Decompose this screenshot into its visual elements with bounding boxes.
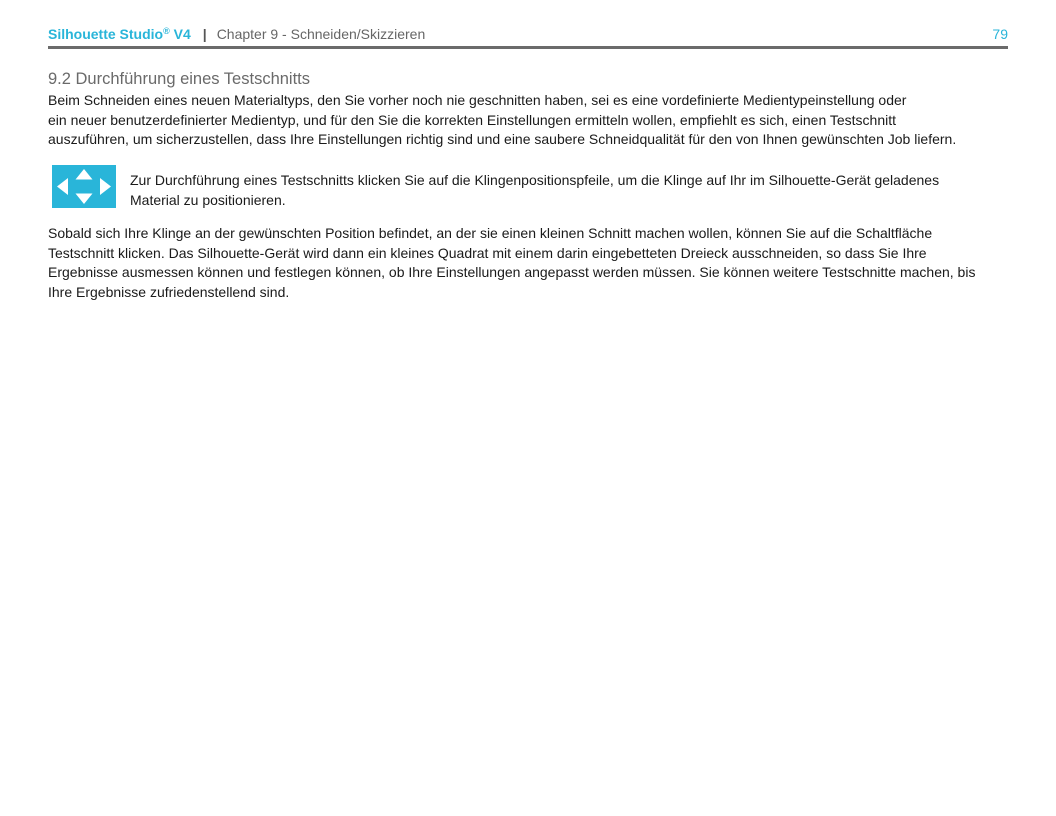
header-brand [48,26,191,42]
page-number: 79 [992,26,1008,42]
header-separator: | [202,26,207,42]
arrows-glyph [52,165,116,208]
intro-paragraph [48,91,1008,150]
outro-line: Testschnitt klicken. Das Silhouette-Gerät wird dann ein kleines Quadrat mit einem darin eingebetteten Dreieck ausschneiden, so dass Sie Ihre [48,244,927,261]
blade-position-arrows-icon[interactable] [52,165,116,208]
outro-line: Ihre Ergebnisse zufriedenstellend sind. [48,283,290,300]
outro-line: Sobald sich Ihre Klinge an der gewünschten Position befindet, an der sie einen kleinen Schnitt machen wollen, können Sie auf die Schaltfläche [48,225,933,241]
tip-line: Material zu positionieren. [130,192,286,208]
intro-line: Beim Schneiden eines neuen Materialtyps, den Sie vorher noch nie geschnitten haben, sei es eine vordefinierte Medientypeinstellung oder [48,92,907,108]
outro-line: Ergebnisse ausmessen können und festlegen können, ob Ihre Einstellungen angepasst werden müssen. Sie können weitere Testschnitte machen, bis [48,264,976,280]
header-brand-version: V4 [169,26,191,42]
page-header [48,24,1008,44]
intro-line: ein neuer benutzerdefinierter Medientyp, und für den Sie die korrekten Einstellungen ermitteln wollen, empfiehlt es sich, einen Testschnitt [48,111,897,128]
header-rule [48,46,1008,49]
header-brand-mark: ® [163,26,170,36]
section-title: 9.2 Durchführung eines Testschnitts [48,70,311,88]
tip-text [130,170,1000,210]
tip-line: Zur Durchführung eines Testschnitts klicken Sie auf die Klingenpositionspfeile, um die Klinge auf Ihr im Silhouette-Gerät geladenes [130,172,940,188]
header-brand-name: Silhouette Studio [48,26,164,42]
intro-line: auszuführen, um sicherzustellen, dass Ihre Einstellungen richtig sind und eine saubere Schneidqualität für den von Ihnen gewünschten Job liefern. [48,131,957,147]
outro-paragraph [48,224,1008,302]
header-chapter: Chapter 9 - Schneiden/Skizzieren [216,26,426,42]
